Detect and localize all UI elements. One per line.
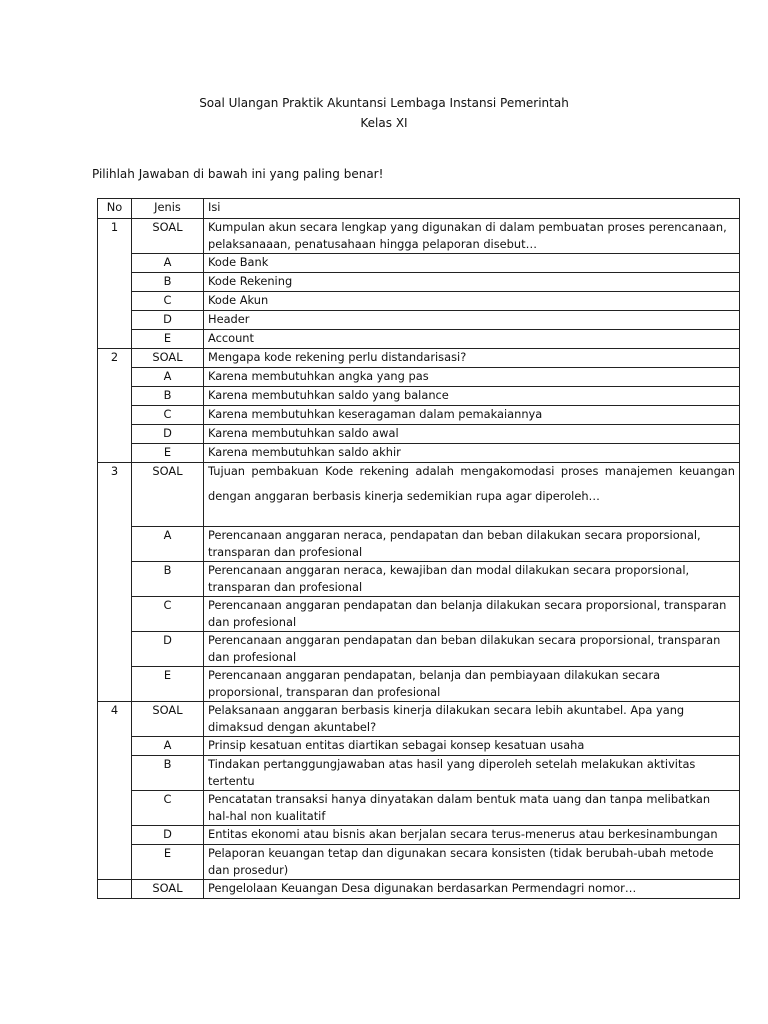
table-row xyxy=(98,387,740,406)
question-text: Pelaksanaan anggaran berbasis kinerja dilakukan secara lebih akuntabel. Apa yang dimaksud dengan akuntabel? xyxy=(204,702,740,737)
question-text: Pengelolaan Keuangan Desa digunakan berdasarkan Permendagri nomor… xyxy=(204,880,740,899)
option-label: E xyxy=(132,330,204,349)
option-label: D xyxy=(132,425,204,444)
option-text: Karena membutuhkan saldo yang balance xyxy=(204,387,740,406)
question-table xyxy=(97,198,740,899)
table-row xyxy=(98,597,740,632)
soal-label: SOAL xyxy=(132,219,204,254)
table-row xyxy=(98,632,740,667)
option-text: Entitas ekonomi atau bisnis akan berjalan secara terus-menerus atau berkesinambungan xyxy=(204,826,740,845)
soal-label: SOAL xyxy=(132,463,204,527)
option-text: Kode Rekening xyxy=(204,273,740,292)
option-label: D xyxy=(132,632,204,667)
table-row xyxy=(98,349,740,368)
table-row xyxy=(98,254,740,273)
option-text: Account xyxy=(204,330,740,349)
option-label: E xyxy=(132,845,204,880)
table-row xyxy=(98,826,740,845)
table-row xyxy=(98,463,740,527)
column-header-isi: Isi xyxy=(204,199,740,219)
table-row xyxy=(98,311,740,330)
column-header-no: No xyxy=(98,199,132,219)
question-number: 3 xyxy=(98,463,132,702)
option-text: Karena membutuhkan angka yang pas xyxy=(204,368,740,387)
table-row xyxy=(98,756,740,791)
table-row xyxy=(98,845,740,880)
question-text: Kumpulan akun secara lengkap yang digunakan di dalam pembuatan proses perencanaan, pelaksanaaan, penatusahaan hingga pelaporan disebut… xyxy=(204,219,740,254)
option-text: Kode Bank xyxy=(204,254,740,273)
option-text: Tindakan pertanggungjawaban atas hasil yang diperoleh setelah melakukan aktivitas tertentu xyxy=(204,756,740,791)
option-text: Pelaporan keuangan tetap dan digunakan secara konsisten (tidak berubah-ubah metode dan prosedur) xyxy=(204,845,740,880)
option-label: C xyxy=(132,791,204,826)
option-text: Karena membutuhkan keseragaman dalam pemakaiannya xyxy=(204,406,740,425)
option-label: A xyxy=(132,737,204,756)
option-label: D xyxy=(132,826,204,845)
question-text-line: Tujuan pembakuan Kode rekening adalah mengakomodasi proses manajemen keuangan xyxy=(208,464,735,478)
option-label: B xyxy=(132,273,204,292)
question-number: 4 xyxy=(98,702,132,880)
option-text: Karena membutuhkan saldo awal xyxy=(204,425,740,444)
table-row xyxy=(98,219,740,254)
page-title: Soal Ulangan Praktik Akuntansi Lembaga Instansi Pemerintah xyxy=(199,96,569,110)
table-row xyxy=(98,527,740,562)
question-text xyxy=(204,463,740,527)
question-text-line: dengan anggaran berbasis kinerja sedemikian rupa agar diperoleh… xyxy=(208,489,600,503)
soal-label: SOAL xyxy=(132,880,204,899)
table-row xyxy=(98,273,740,292)
soal-label: SOAL xyxy=(132,349,204,368)
table-row xyxy=(98,425,740,444)
option-label: C xyxy=(132,597,204,632)
instruction-text: Pilihlah Jawaban di bawah ini yang paling benar! xyxy=(92,167,384,181)
option-label: A xyxy=(132,368,204,387)
table-row xyxy=(98,444,740,463)
option-text: Prinsip kesatuan entitas diartikan sebagai konsep kesatuan usaha xyxy=(204,737,740,756)
table-row xyxy=(98,667,740,702)
option-text: Perencanaan anggaran pendapatan, belanja dan pembiayaan dilakukan secara proporsional, transparan dan profesional xyxy=(204,667,740,702)
option-label: D xyxy=(132,311,204,330)
table-row xyxy=(98,292,740,311)
table-row xyxy=(98,791,740,826)
table-row xyxy=(98,702,740,737)
option-text: Pencatatan transaksi hanya dinyatakan dalam bentuk mata uang dan tanpa melibatkan hal-hal non kualitatif xyxy=(204,791,740,826)
question-text: Mengapa kode rekening perlu distandarisasi? xyxy=(204,349,740,368)
option-label: E xyxy=(132,444,204,463)
table-header-row xyxy=(98,199,740,219)
option-text: Perencanaan anggaran pendapatan dan belanja dilakukan secara proporsional, transparan dan profesional xyxy=(204,597,740,632)
question-number: 1 xyxy=(98,219,132,349)
question-number xyxy=(98,880,132,899)
option-text: Header xyxy=(204,311,740,330)
table-row xyxy=(98,737,740,756)
soal-label: SOAL xyxy=(132,702,204,737)
option-label: B xyxy=(132,756,204,791)
option-text: Karena membutuhkan saldo akhir xyxy=(204,444,740,463)
table-row xyxy=(98,330,740,349)
column-header-jenis: Jenis xyxy=(132,199,204,219)
option-label: C xyxy=(132,292,204,311)
option-label: B xyxy=(132,387,204,406)
option-label: A xyxy=(132,527,204,562)
page-subtitle: Kelas XI xyxy=(360,116,408,130)
option-text: Perencanaan anggaran neraca, pendapatan dan beban dilakukan secara proporsional, transparan dan profesional xyxy=(204,527,740,562)
option-label: B xyxy=(132,562,204,597)
table-row xyxy=(98,562,740,597)
option-label: C xyxy=(132,406,204,425)
option-text: Perencanaan anggaran neraca, kewajiban dan modal dilakukan secara proporsional, transparan dan profesional xyxy=(204,562,740,597)
table-row xyxy=(98,406,740,425)
option-label: A xyxy=(132,254,204,273)
table-row xyxy=(98,880,740,899)
document-header xyxy=(0,93,768,133)
table-row xyxy=(98,368,740,387)
question-number: 2 xyxy=(98,349,132,463)
option-text: Perencanaan anggaran pendapatan dan beban dilakukan secara proporsional, transparan dan profesional xyxy=(204,632,740,667)
option-text: Kode Akun xyxy=(204,292,740,311)
option-label: E xyxy=(132,667,204,702)
